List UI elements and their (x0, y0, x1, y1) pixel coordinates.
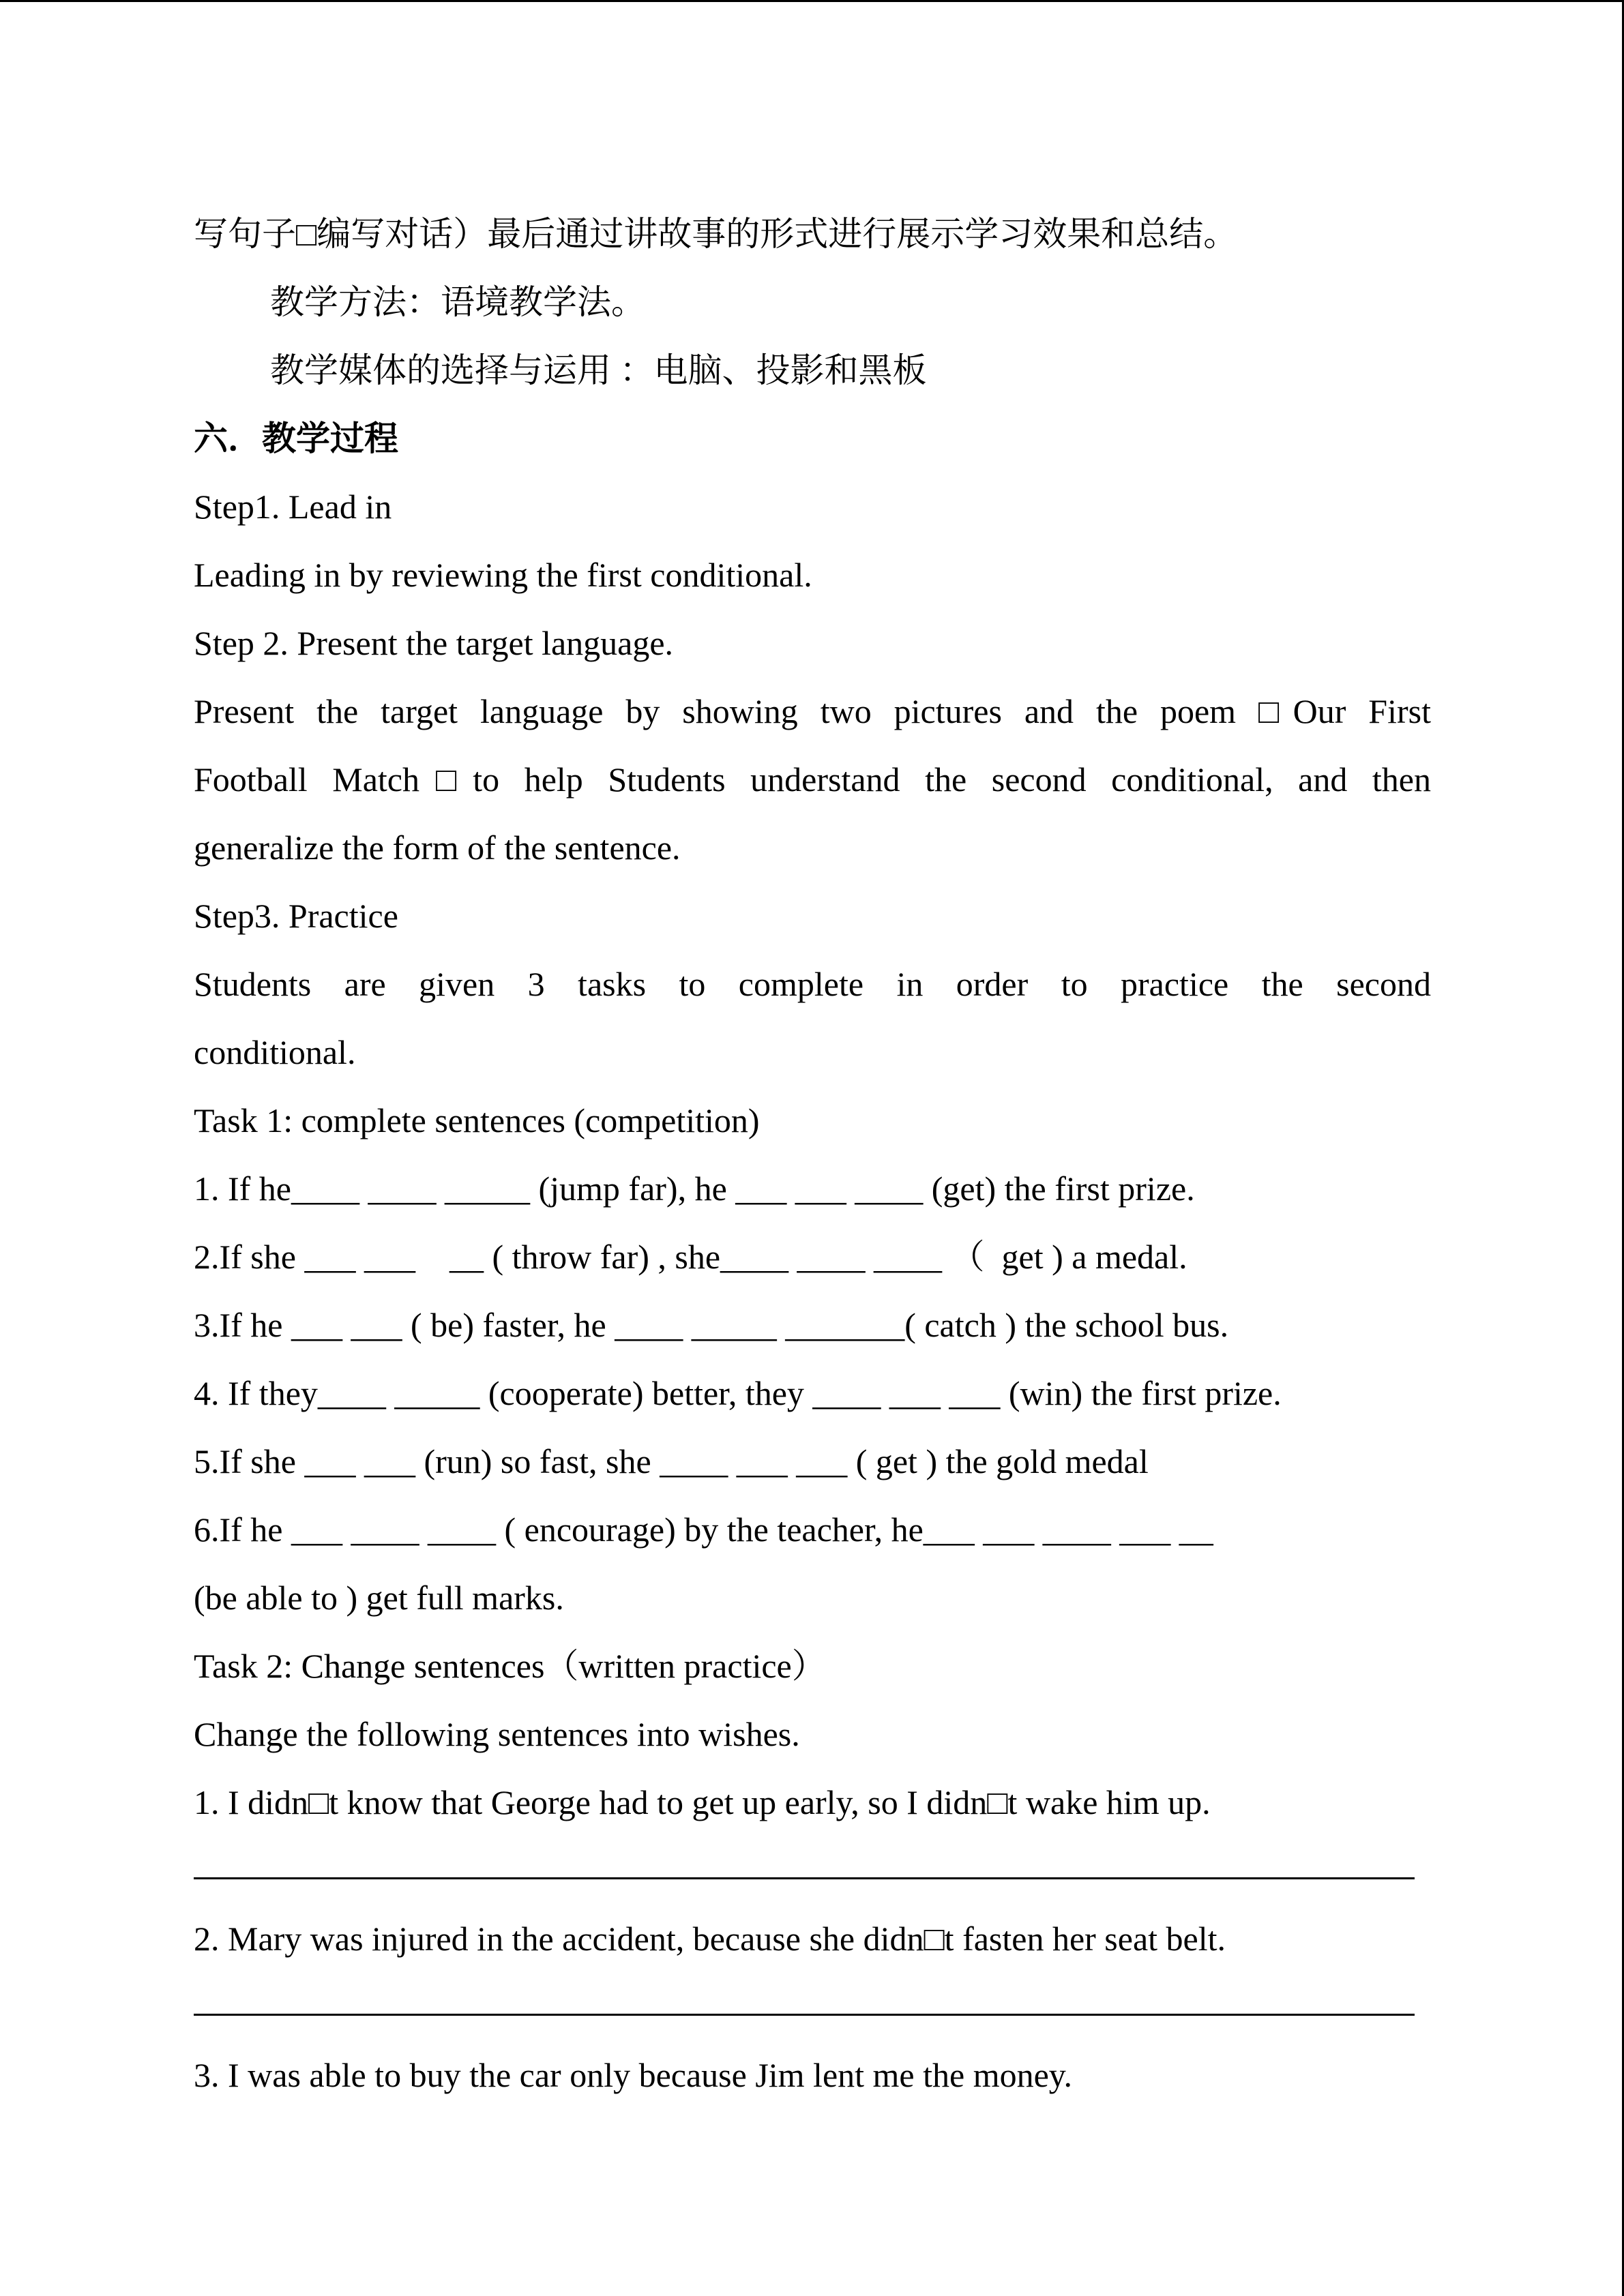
task1-item: 2.If she ___ ___ __ ( throw far) , she____ ____ ____ （ get ) a medal. (194, 1238, 1187, 1276)
teaching-method: 教学方法：语境教学法。 (270, 283, 645, 321)
task1-item: 1. If he____ ____ _____ (jump far), he ___ ___ ____ (get) the first prize. (194, 1169, 1195, 1208)
task2-item: 1. I didn□t know that George had to get up early, so I didn□t wake him up. (194, 1783, 1211, 1821)
task1-item: 6.If he ___ ____ ____ ( encourage) by the teacher, he___ ___ ____ ___ __ (194, 1510, 1213, 1549)
answer-line[interactable] (194, 1836, 1415, 1905)
step2-title: Step 2. Present the target language. (194, 624, 674, 662)
step1-title: Step1. Lead in (194, 488, 392, 526)
teaching-media: 教学媒体的选择与运用 ：电脑、投影和黑板 (270, 351, 927, 389)
task1-item: 5.If she ___ ___ (run) so fast, she ____ ___ ___ ( get ) the gold medal (194, 1442, 1149, 1480)
answer-line[interactable] (194, 1973, 1415, 2041)
task2-item: 3. I was able to buy the car only because Jim lent me the money. (194, 2056, 1073, 2094)
task2-item: 2. Mary was injured in the accident, because she didn□t fasten her seat belt. (194, 1920, 1226, 1958)
task1-title: Task 1: complete sentences (competition) (194, 1101, 760, 1139)
task2-instruction: Change the following sentences into wishes. (194, 1715, 800, 1753)
step3-text-line: conditional. (194, 1033, 356, 1071)
document-body (194, 200, 1431, 2109)
step2-text-line: generalize the form of the sentence. (194, 829, 681, 867)
step1-text: Leading in by reviewing the first conditional. (194, 556, 812, 594)
step3-text-line: Students are given 3 tasks to complete in order to practice the second (194, 965, 1431, 1003)
task1-item: 4. If they____ _____ (cooperate) better, they ____ ___ ___ (win) the first prize. (194, 1374, 1282, 1412)
task2-title: Task 2: Change sentences（written practice） (194, 1647, 826, 1685)
step2-text-line: Football Match□to help Students understand the second conditional, and then (194, 760, 1431, 799)
task1-item: 3.If he ___ ___ ( be) faster, he ____ _____ _______( catch ) the school bus. (194, 1306, 1229, 1344)
intro-paragraph-tail: 写句子□编写对话）最后通过讲故事的形式进行展示学习效果和总结。 (194, 215, 1238, 253)
task1-item: (be able to ) get full marks. (194, 1579, 564, 1617)
step2-text-line: Present the target language by showing two pictures and the poem □Our First (194, 692, 1431, 730)
section-heading: 六．教学过程 (194, 419, 398, 458)
step3-title: Step3. Practice (194, 897, 398, 935)
